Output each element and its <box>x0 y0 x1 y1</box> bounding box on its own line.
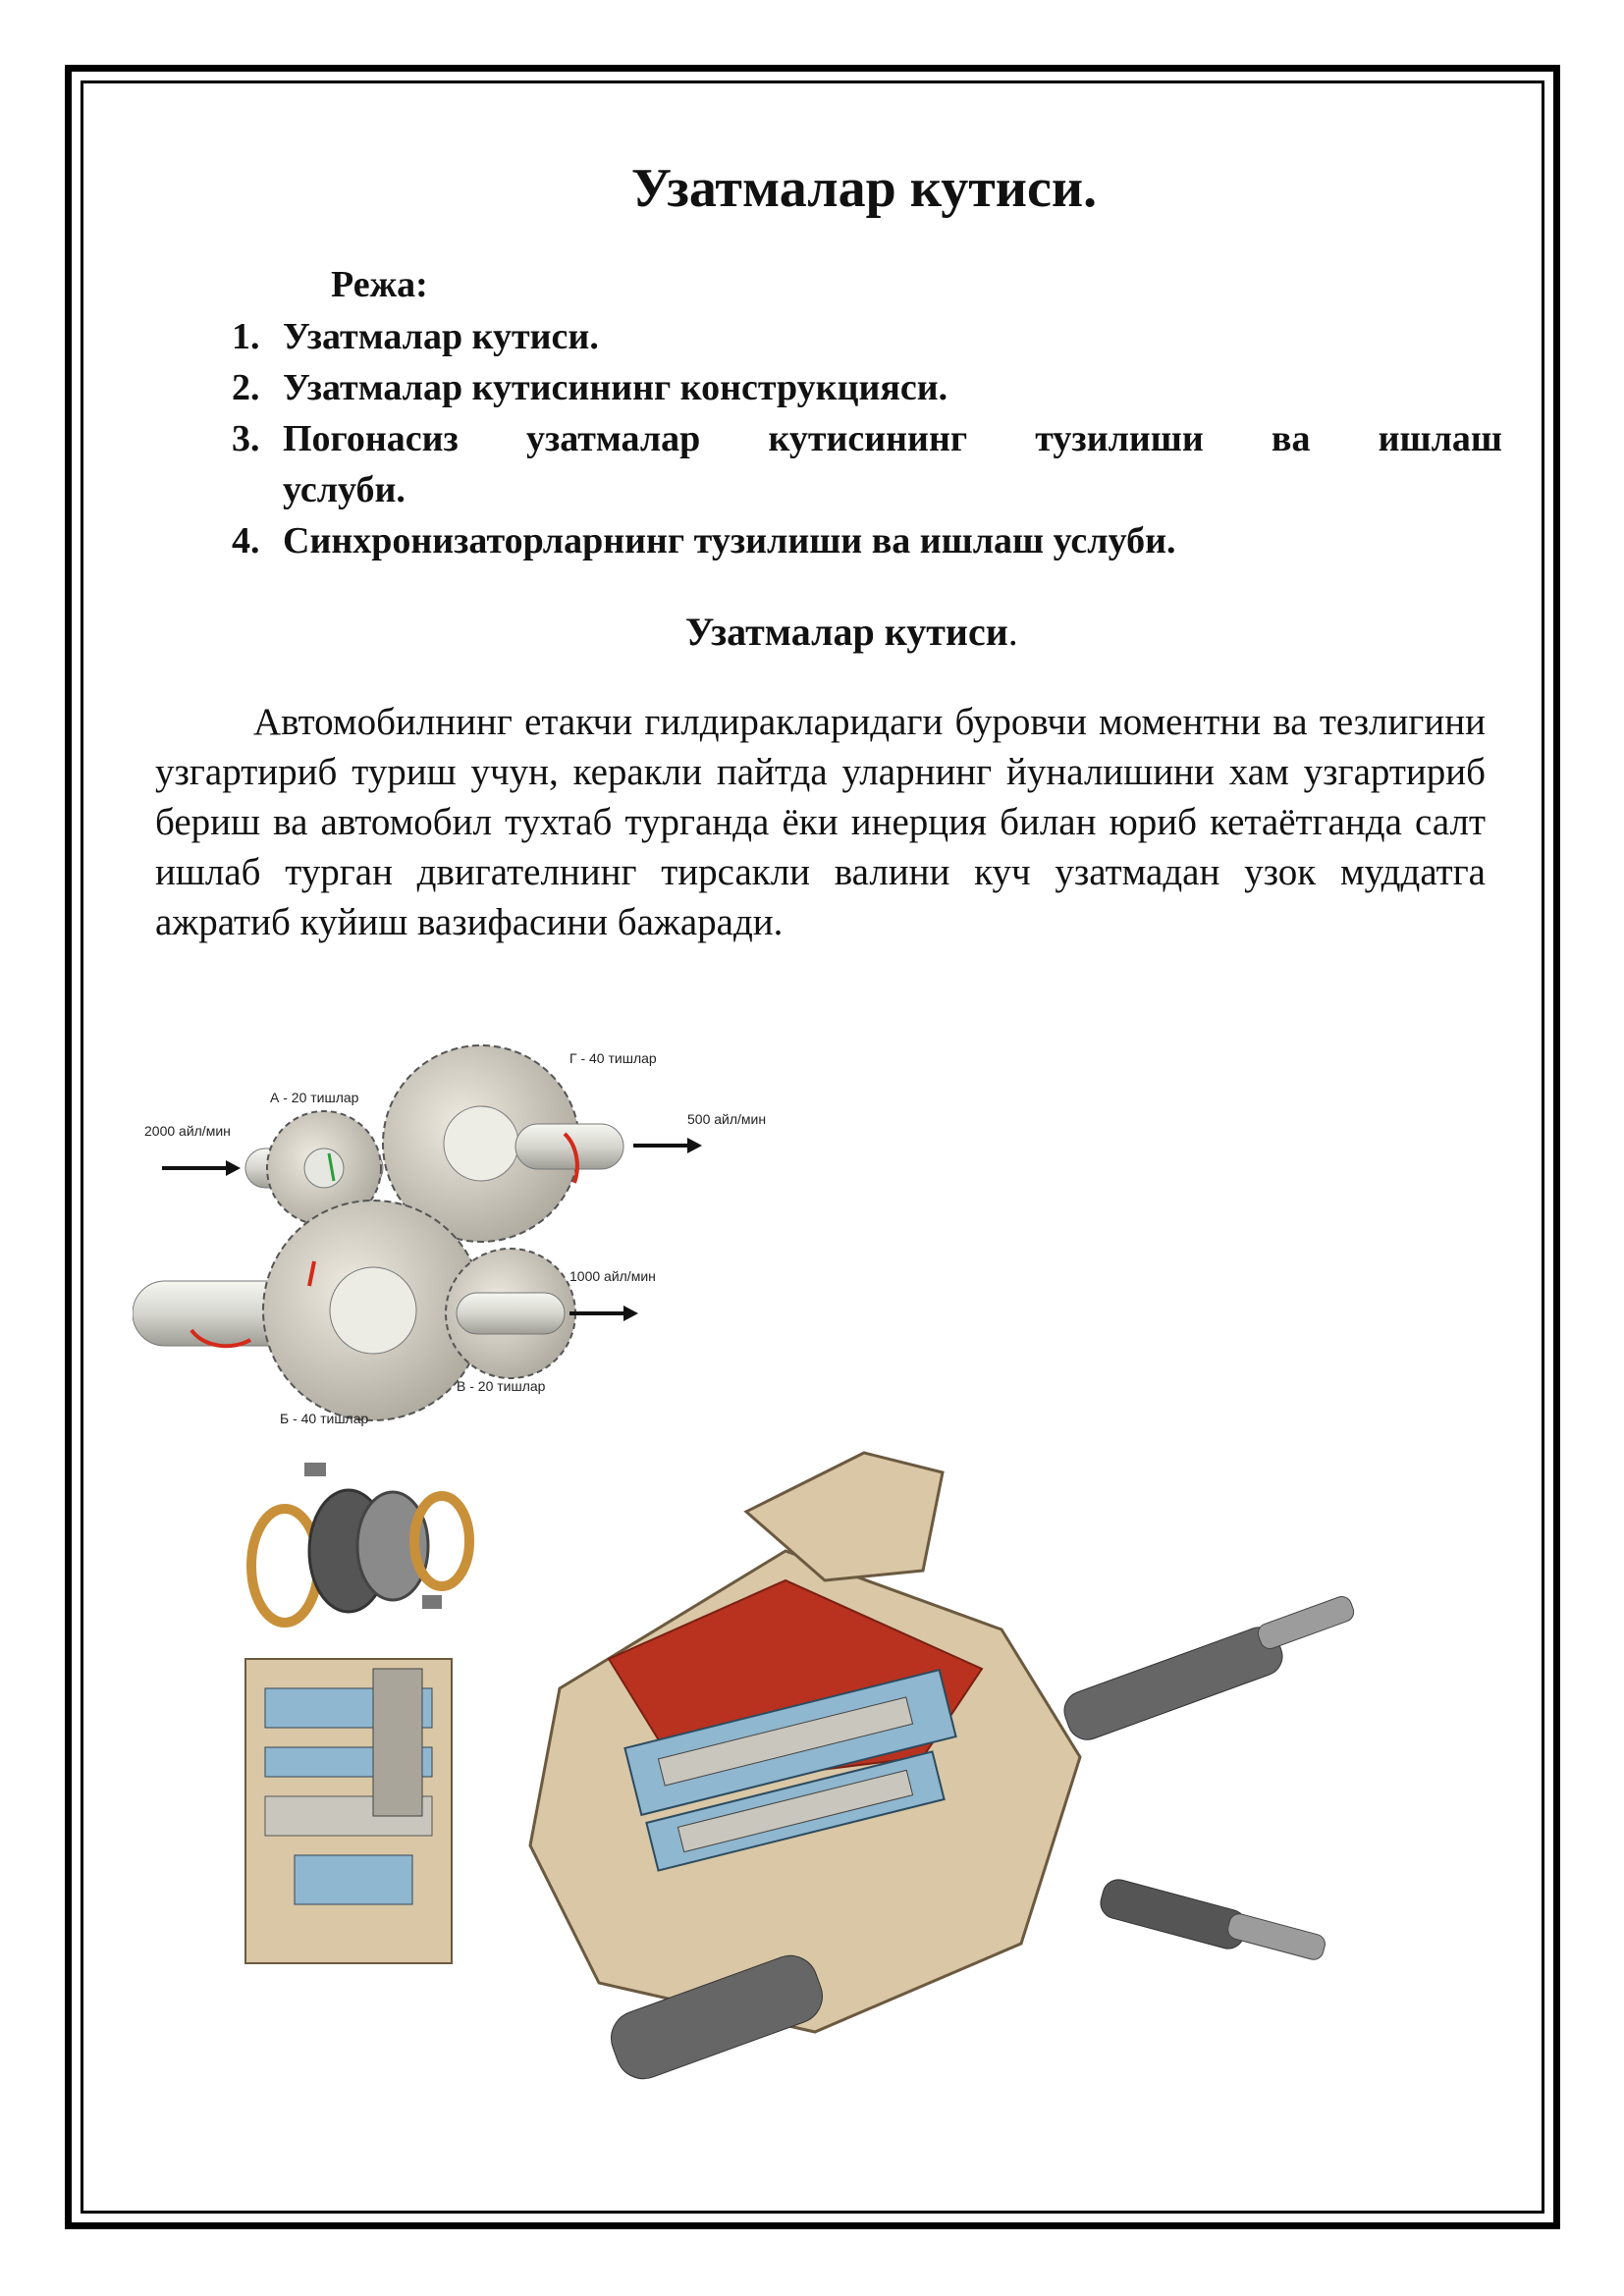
gear-a-label: А - 20 тишлар <box>270 1090 359 1105</box>
section-title: Узатмалар кутиси. <box>685 610 1018 654</box>
input-rpm-label: 2000 айл/мин <box>144 1123 231 1139</box>
gear-b-label: Б - 40 тишлар <box>280 1411 369 1426</box>
gear-g-hub <box>444 1106 518 1181</box>
plan-item-text: Узатмалар кутиси. <box>283 316 599 357</box>
plan-list <box>224 311 1502 566</box>
plan-item <box>224 311 1502 362</box>
gear-v-label: В - 20 тишлар <box>457 1378 546 1394</box>
plan-item <box>224 362 1502 413</box>
output-arrow-top-head <box>687 1138 702 1153</box>
output-arrow-mid-head <box>623 1306 638 1321</box>
plan-item-text: Погонасиз узатмалар кутисининг тузилиши ва ишлаш <box>283 418 1502 459</box>
plan-item-number: 4. <box>232 520 260 561</box>
plan-heading: Режа: <box>331 264 428 305</box>
gear-b-hub <box>330 1267 416 1354</box>
gear-g-label: Г - 40 тишлар <box>569 1050 657 1066</box>
plan-item <box>224 413 1502 515</box>
body-paragraph: Автомобилнинг етакчи гилдиракларидаги буровчи моментни ва тезлигини узгартириб туриш учун, керакли пайтда уларнинг йуналишини хам узгартириб бериш ва автомобил тухтаб турганда ёки инерция билан юриб кетаётганда салт ишлаб турган двигателнинг тирсакли валини куч узатмадан узок муддатга ажратиб куйиш вазифасини бажаради. <box>155 701 1486 943</box>
output-shaft-mid <box>457 1293 565 1334</box>
gearbox-side-inset <box>245 1659 452 1963</box>
document-title: Узатмалар кутиси. <box>630 158 1098 219</box>
plan-item-number: 1. <box>232 316 260 357</box>
gear-a-hub <box>304 1148 344 1188</box>
plan-item-text: Узатмалар кутисининг конструкцияси. <box>283 367 948 408</box>
synchronizer-exploded-view <box>251 1463 469 1623</box>
gearbox-cutaway-illustration <box>236 1433 1384 2101</box>
plan-item-text-continued: услуби. <box>283 469 406 510</box>
output-rpm-mid-label: 1000 айл/мин <box>569 1268 656 1284</box>
output-rpm-top-label: 500 айл/мин <box>687 1111 767 1127</box>
plan-item-number: 3. <box>232 418 260 459</box>
plan-item-number: 2. <box>232 367 260 408</box>
plan-item <box>224 515 1502 566</box>
gearbox-housing <box>530 1453 1080 2032</box>
gear-train-illustration <box>133 1036 820 1428</box>
plan-item-text: Синхронизаторларнинг тузилиши ва ишлаш услуби. <box>283 520 1176 561</box>
input-arrow-head <box>226 1160 241 1176</box>
output-shaft-top <box>515 1124 623 1169</box>
